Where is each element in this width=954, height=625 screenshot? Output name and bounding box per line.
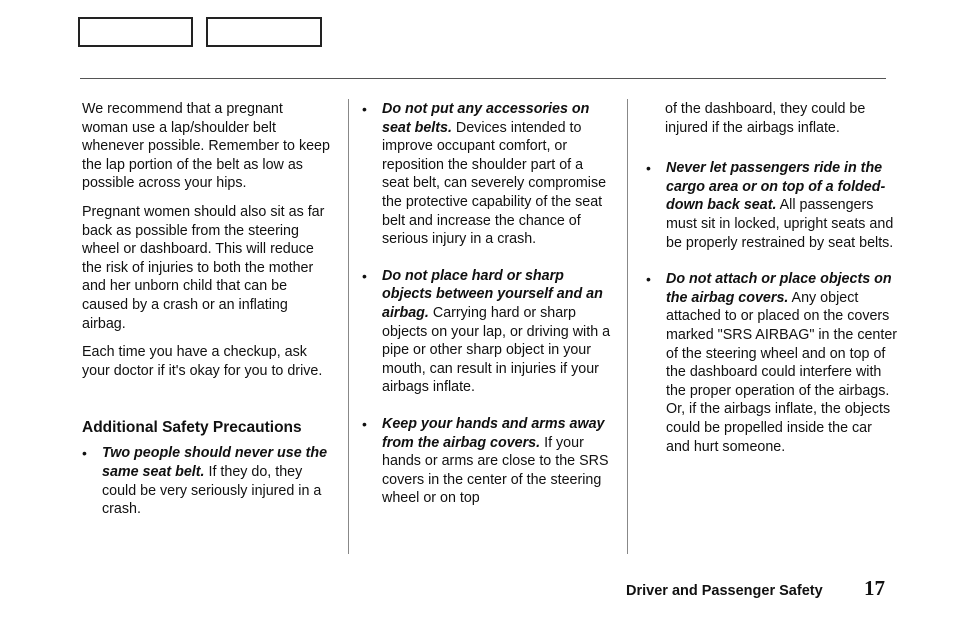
footer-section-title: Driver and Passenger Safety (626, 583, 823, 599)
bullet-text: Devices intended to improve occupant comfort, or reposition the shoulder part of a seat belt, can severely compromise the protective capability of the seat belt and increase the chance of serious injury in a crash. (382, 119, 607, 248)
bullet-text: Any object attached to or placed on the covers marked "SRS AIRBAG" in the center of the steering wheel and on top of the dashboard could interfere with the proper operation of the airbags. Or, if the airbags inflate, the objects could be propelled inside the car and hurt someone. (666, 289, 898, 455)
bullet-lead: Keep your hands and arms away from the airbag covers. (382, 415, 605, 451)
bullet-icon: • (646, 271, 651, 288)
list-item (82, 444, 332, 518)
bullet-lead: Do not place hard or sharp objects between yourself and an airbag. (382, 267, 603, 321)
column-2 (362, 100, 614, 526)
paragraph-continued: of the dashboard, they could be injured if the airbags inflate. (665, 101, 866, 136)
bullet-lead: Do not put any accessories on seat belts. (382, 101, 590, 136)
bullet-text: If they do, they could be very seriously injured in a crash. (102, 463, 322, 518)
bullet-icon: • (362, 101, 367, 117)
section-heading: Additional Safety Precautions (82, 419, 302, 437)
list-item (646, 270, 898, 456)
bullet-text: If your hands or arms are close to the SRS covers in the center of the steering wheel or on top (382, 434, 609, 507)
list-item (646, 159, 898, 252)
bullet-lead: Never let passengers ride in the cargo area or on top of a folded-down back seat. (666, 160, 886, 214)
paragraph-pregnant-belt: We recommend that a pregnant woman use a lap/shoulder belt whenever possible. Remember to keep the lap portion of the belt as low as possible across your hips. (82, 101, 330, 192)
paragraph-pregnant-seating: Pregnant women should also sit as far back as possible from the steering wheel or dashboard. This will reduce the risk of injuries to both the mother and her unborn child that can be caused by a crash or an inflating airbag. (82, 203, 325, 332)
page-number: 17 (864, 576, 885, 600)
bullet-lead: Do not attach or place objects on the airbag covers. (666, 271, 892, 306)
header-tab-box-right (206, 17, 322, 47)
header-divider (80, 78, 886, 79)
bullet-text: Carrying hard or sharp objects on your lap, or driving with a pipe or other sharp object in your mouth, can result in injuries if your airbags inflate. (382, 304, 611, 396)
bullet-icon: • (362, 267, 367, 284)
list-item (362, 100, 614, 249)
header-tab-box-left (78, 17, 193, 47)
bullet-lead: Two people should never use the same seat belt. (102, 445, 328, 480)
list-item (362, 267, 614, 397)
bullet-icon: • (362, 415, 367, 432)
column-divider-1 (348, 99, 349, 554)
bullet-text: All passengers must sit in locked, upright seats and be properly restrained by seat belts. (666, 197, 894, 251)
bullet-icon: • (82, 445, 87, 462)
bullet-icon: • (646, 160, 651, 177)
list-item (362, 415, 614, 508)
column-1 (82, 100, 332, 537)
column-divider-2 (627, 99, 628, 554)
paragraph-checkup: Each time you have a checkup, ask your doctor if it's okay for you to drive. (82, 344, 323, 379)
column-3 (646, 100, 898, 474)
